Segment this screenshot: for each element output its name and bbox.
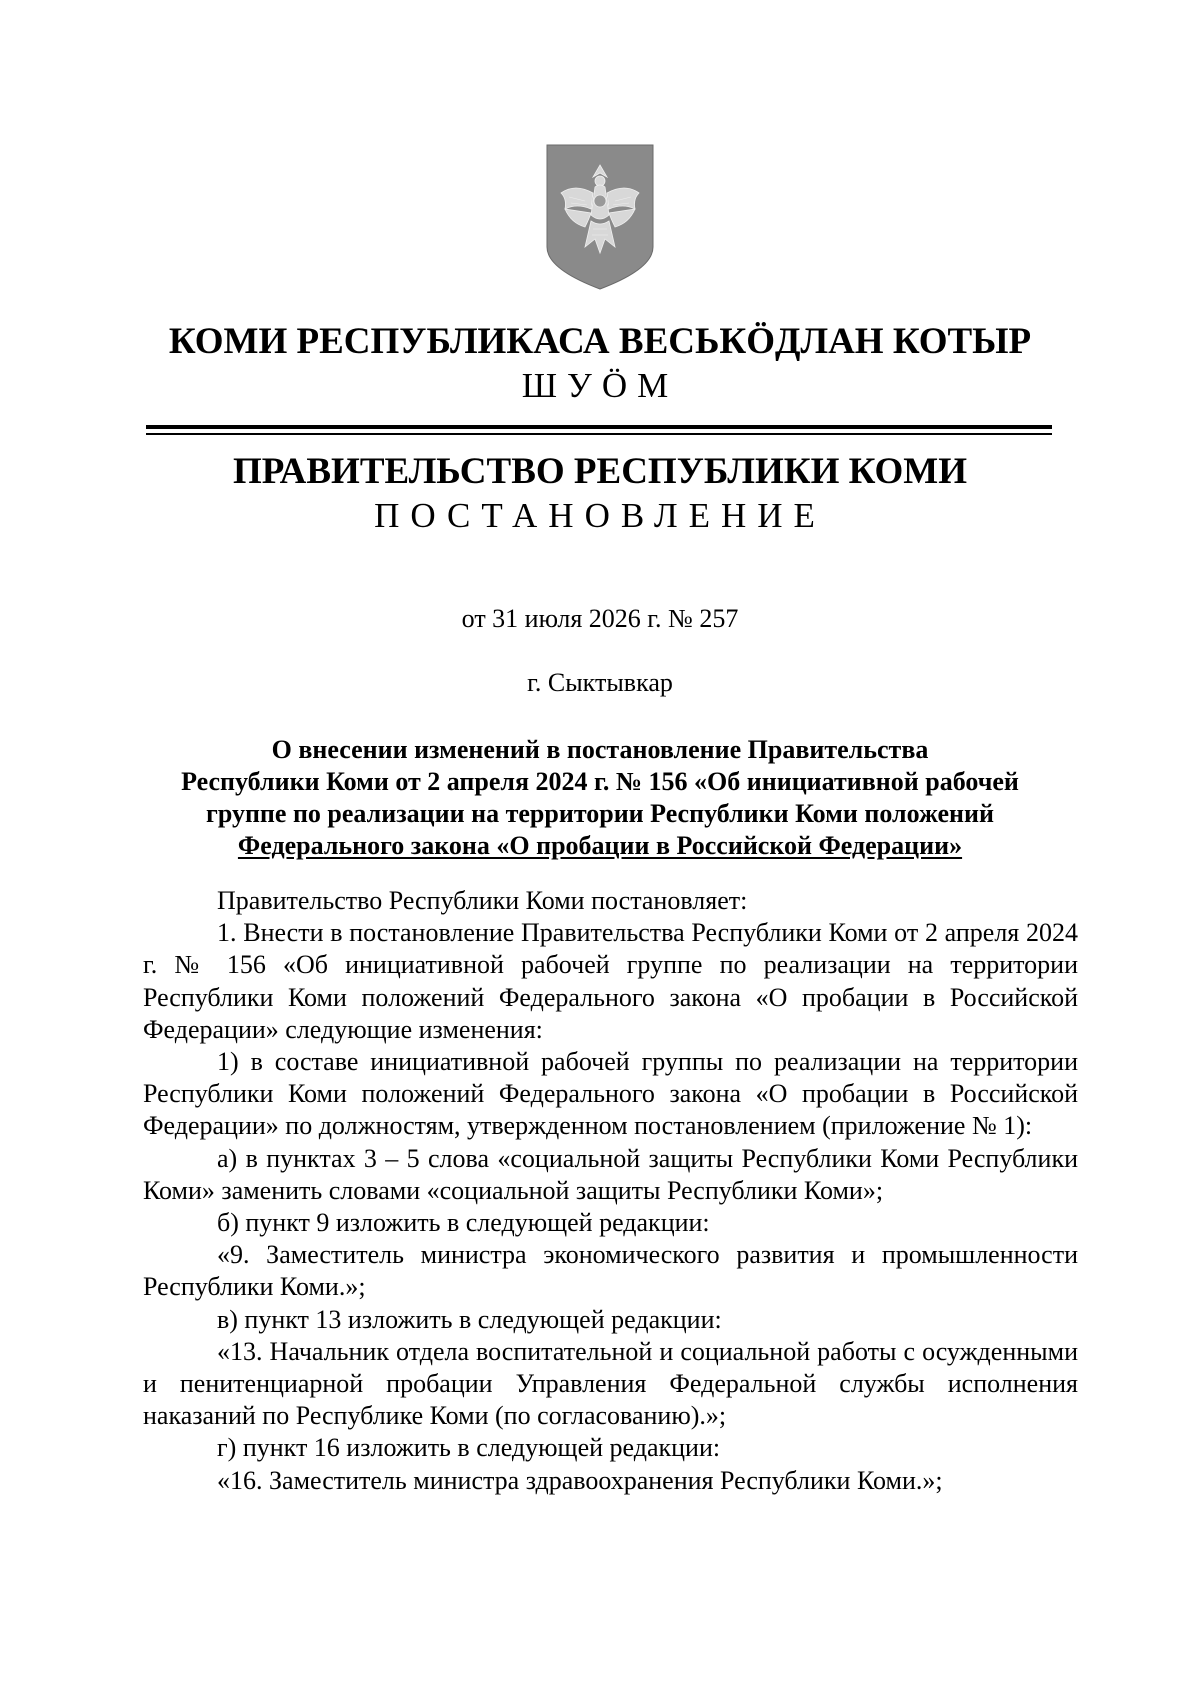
document-city: г. Сыктывкар: [527, 668, 673, 697]
title-line-2: Республики Коми от 2 апреля 2024 г. № 156 «Об инициативной рабочей: [181, 767, 1019, 796]
paragraph-preamble: Правительство Республики Коми постановляет:: [217, 886, 748, 915]
header-divider-thin: [146, 433, 1052, 435]
komi-organization-name: КОМИ РЕСПУБЛИКАСА ВЕСЬКÖДЛАН КОТЫР: [168, 321, 1032, 362]
paragraph-subitem-v: в) пункт 13 изложить в следующей редакции:: [217, 1304, 722, 1334]
russian-document-type: ПОСТАНОВЛЕНИЕ: [374, 496, 826, 535]
paragraph-subitem-b: б) пункт 9 изложить в следующей редакции:: [217, 1208, 710, 1238]
paragraph-point-9-text: «9. Заместитель министра экономического развития и промышленности Республики Коми.»;: [143, 1240, 1078, 1302]
title-line-1: О внесении изменений в постановление Правительства: [271, 735, 929, 764]
paragraph-item-1: 1. Внести в постановление Правительства Республики Коми от 2 апреля 2024 г. № 156 «Об инициативной рабочей группе по реализации на территории Республики Коми положений Федерального закона «О пробации в Российской Федерации» следующие изменения:: [143, 918, 1078, 1044]
paragraph-point-13-text: «13. Начальник отдела воспитательной и социальной работы с осужденными и пенитенциарной пробации Управления Федеральной службы исполнения наказаний по Республике Коми (по согласованию).»;: [143, 1336, 1078, 1431]
russian-organization-name: ПРАВИТЕЛЬСТВО РЕСПУБЛИКИ КОМИ: [233, 451, 967, 492]
header-divider-thick: [146, 425, 1052, 429]
document-date-number: от 31 июля 2026 г. № 257: [461, 604, 739, 633]
paragraph-subitem-1: 1) в составе инициативной рабочей группы по реализации на территории Республики Коми положений Федерального закона «О пробации в Российской Федерации» по должностям, утвержденном постановлением (приложение № 1):: [143, 1047, 1078, 1141]
title-line-4: [140, 830, 1060, 862]
paragraph-point-16-text: «16. Заместитель министра здравоохранения Республики Коми.»;: [217, 1465, 943, 1495]
paragraph-subitem-a: а) в пунктах 3 – 5 слова «социальной защиты Республики Коми Республики Коми» заменить словами «социальной защиты Республики Коми»;: [143, 1143, 1078, 1205]
title-line-3: группе по реализации на территории Республики Коми положений: [206, 799, 994, 828]
paragraph-subitem-g: г) пункт 16 изложить в следующей редакции:: [217, 1433, 721, 1463]
komi-document-type: ШУÖМ: [521, 366, 679, 405]
document-title: [140, 734, 1060, 862]
document-body: [143, 885, 1078, 1497]
title-line-4-text: Федерального закона «О пробации в Российской Федерации»: [237, 831, 963, 860]
komi-coat-of-arms-icon: [545, 143, 655, 291]
